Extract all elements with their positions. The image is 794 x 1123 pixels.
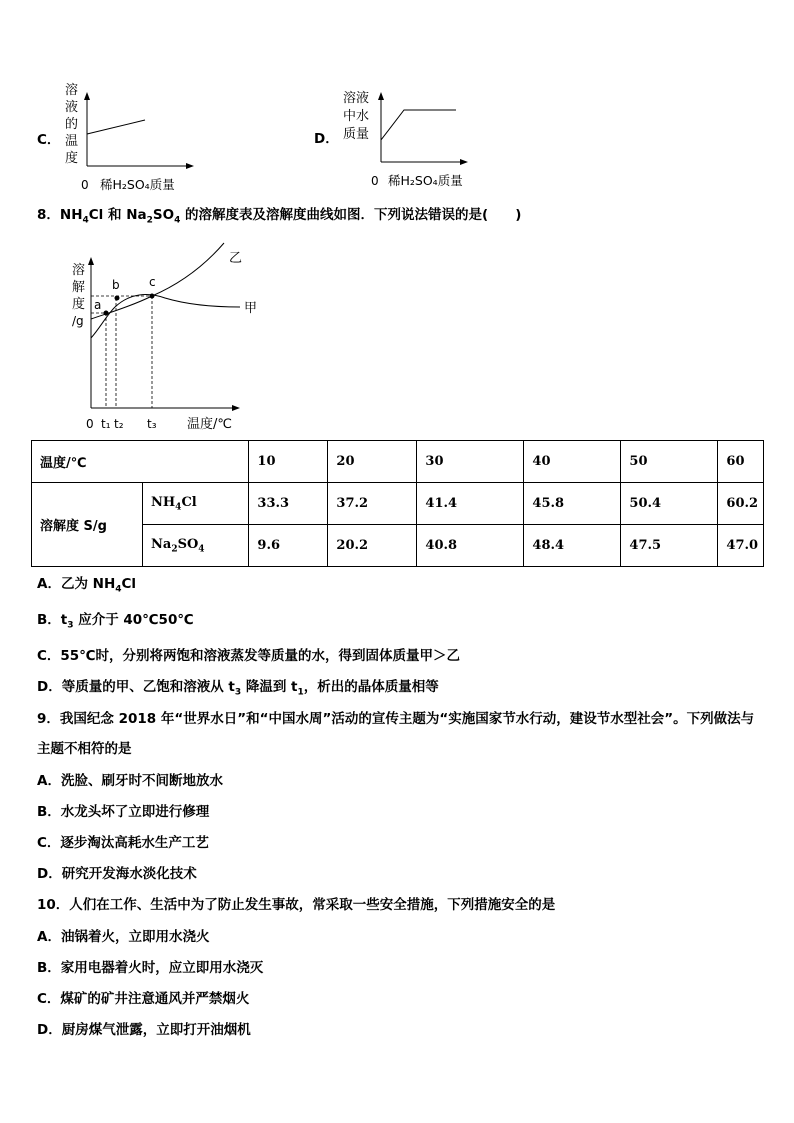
- table-cell: 50.4: [621, 483, 718, 525]
- curve-y-arrow: [88, 257, 94, 265]
- curve-origin: 0: [86, 417, 94, 431]
- q10-option-c: C．煤矿的矿井注意通风并严禁烟火: [37, 991, 250, 1007]
- point-a-label: a: [94, 298, 102, 312]
- table-cell: 41.4: [417, 483, 524, 525]
- curve-x-arrow: [232, 405, 240, 411]
- curve-ylabel-3: 度: [72, 297, 86, 312]
- option-c-label: C．: [37, 132, 61, 148]
- series-label-jia: 甲: [244, 301, 258, 316]
- graph-d-x-arrow: [460, 159, 468, 165]
- tick-t1: t₁: [101, 417, 111, 431]
- table-cell: 40: [524, 441, 621, 483]
- curve-series-yi: [91, 243, 224, 319]
- point-b-label: b: [112, 278, 120, 292]
- table-cell: 33.3: [249, 483, 328, 525]
- graph-d-curve: [381, 110, 456, 140]
- table-cell: 45.8: [524, 483, 621, 525]
- curve-series-jia: [91, 295, 240, 338]
- q8-option-c: C．55℃时，分别将两饱和溶液蒸发等质量的水，得到固体质量甲＞乙: [37, 648, 461, 664]
- graph-c-ylabel-2: 液: [65, 100, 79, 115]
- q9-option-c: C．逐步淘汰高耗水生产工艺: [37, 835, 209, 851]
- graph-d-xlabel: 稀H₂SO₄质量: [388, 173, 463, 188]
- table-cell: 20: [328, 441, 417, 483]
- curve-ylabel-4: /g: [72, 314, 84, 328]
- q10-option-a: A．油锅着火，立即用水浇火: [37, 929, 210, 945]
- table-cell: 60: [718, 441, 764, 483]
- table-cell: 47.5: [621, 525, 718, 567]
- point-a: [104, 311, 109, 316]
- curve-xlabel: 温度/℃: [187, 417, 232, 432]
- q10-option-b: B．家用电器着火时，应立即用水浇灭: [37, 960, 264, 976]
- q9-stem-line2: 主题不相符的是: [37, 741, 132, 757]
- graph-c-y-arrow: [84, 92, 90, 100]
- q9-option-a: A．洗脸、刷牙时不间断地放水: [37, 773, 223, 789]
- graph-d: [340, 84, 480, 194]
- graph-d-ylabel-2: 中水: [343, 109, 370, 124]
- q10-stem: 10．人们在工作、生活中为了防止发生事故，常采取一些安全措施，下列措施安全的是: [37, 897, 556, 913]
- graph-c-ylabel-5: 度: [65, 151, 79, 166]
- solubility-table: [31, 440, 764, 567]
- row-name-nh4cl: $NH_4Cl$: [143, 483, 249, 525]
- table-cell: 47.0: [718, 525, 764, 567]
- q9-option-b: B．水龙头坏了立即进行修理: [37, 804, 210, 820]
- q9-stem-line1: 9．我国纪念 2018 年“世界水日”和“中国水周”活动的宣传主题为“实施国家节水行动，建设节水型社会”。下列做法与: [37, 711, 755, 727]
- table-cell: 50: [621, 441, 718, 483]
- table-cell: 60.2: [718, 483, 764, 525]
- q9-option-d: D．研究开发海水淡化技术: [37, 866, 197, 882]
- q8-option-a: A．乙为 $NH_4Cl$: [37, 576, 137, 595]
- table-cell: 20.2: [328, 525, 417, 567]
- table-cell: 48.4: [524, 525, 621, 567]
- table-row: [32, 483, 764, 525]
- table-cell: 9.6: [249, 525, 328, 567]
- temp-header: 温度/℃: [32, 441, 249, 483]
- table-cell: 37.2: [328, 483, 417, 525]
- point-c: [150, 294, 155, 299]
- tick-t3: t₃: [147, 417, 157, 431]
- q8-option-d: D．等质量的甲、乙饱和溶液从 $t_3$ 降温到 $t_1$，析出的晶体质量相等: [37, 679, 439, 698]
- row-name-na2so4: $Na_2SO_4$: [143, 525, 249, 567]
- graph-c: [60, 78, 200, 193]
- graph-c-x-arrow: [186, 163, 194, 169]
- solubility-header: 溶解度 S/g: [32, 483, 143, 567]
- q8-option-b: B．$t_3$ 应介于 40℃50℃: [37, 612, 194, 631]
- point-b: [115, 296, 120, 301]
- point-c-label: c: [149, 275, 156, 289]
- q8-stem: 8．$NH_4Cl$ 和 $Na_2SO_4$ 的溶解度表及溶解度曲线如图．下列说法错误的是( ): [37, 207, 522, 226]
- graph-c-xlabel: 稀H₂SO₄质量: [100, 177, 175, 192]
- graph-d-ylabel-3: 质量: [343, 127, 370, 142]
- curve-ylabel-1: 溶: [72, 263, 86, 278]
- graph-d-origin: 0: [371, 174, 379, 188]
- option-d-label: D．: [314, 131, 339, 147]
- graph-c-ylabel-3: 的: [65, 117, 79, 132]
- table-cell: 30: [417, 441, 524, 483]
- graph-c-ylabel-1: 溶: [65, 83, 79, 98]
- table-row: [32, 441, 764, 483]
- table-cell: 10: [249, 441, 328, 483]
- graph-d-ylabel-1: 溶液: [343, 91, 370, 106]
- graph-c-ylabel-4: 温: [65, 134, 79, 149]
- solubility-curve: [60, 240, 280, 435]
- series-label-yi: 乙: [229, 251, 243, 266]
- table-cell: 40.8: [417, 525, 524, 567]
- graph-c-origin: 0: [81, 178, 89, 192]
- curve-ylabel-2: 解: [72, 280, 86, 295]
- graph-c-curve: [87, 120, 145, 134]
- tick-t2: t₂: [114, 417, 124, 431]
- graph-d-y-arrow: [378, 92, 384, 100]
- q10-option-d: D．厨房煤气泄露，立即打开油烟机: [37, 1022, 251, 1038]
